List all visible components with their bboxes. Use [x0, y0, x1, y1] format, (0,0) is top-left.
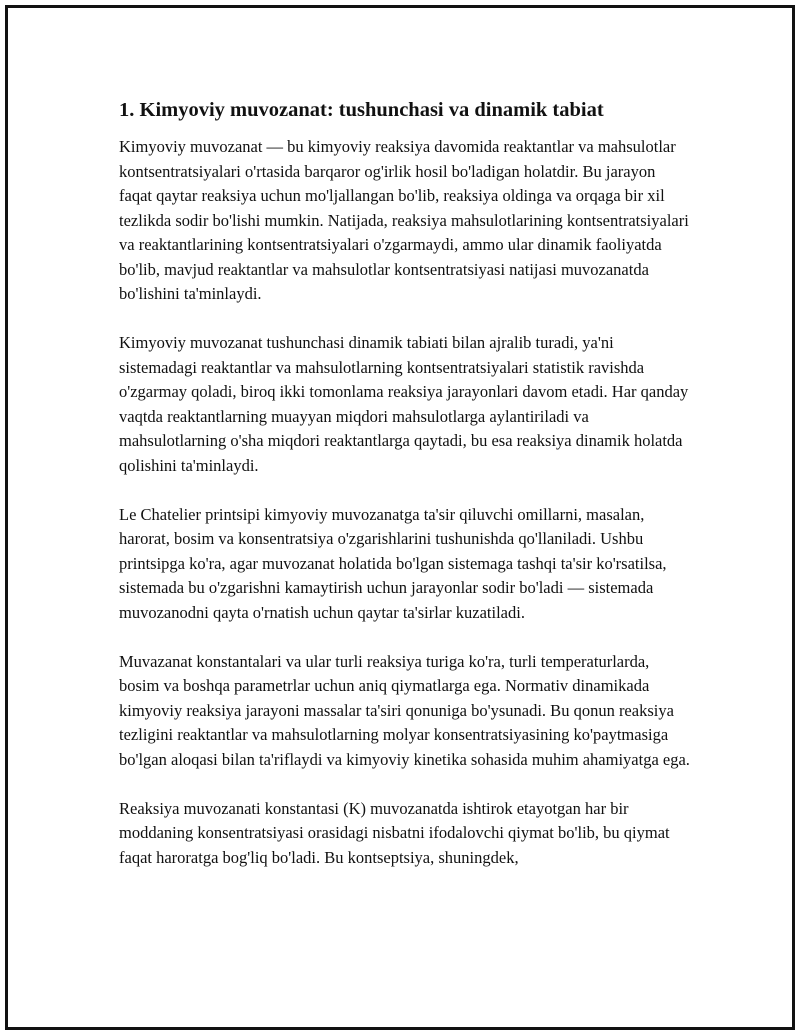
paragraph-dynamic-nature: Kimyoviy muvozanat tushunchasi dinamik tabiati bilan ajralib turadi, ya'ni sistemadagi reaktantlar va mahsulotlarning kontsentratsiyalari statistik ravishda o'zgarmay qoladi, biroq ikki tomonlama reaksiya jarayonlari davom etadi. Har qanday vaqtda reaktantlarning muayyan miqdori mahsulotlarga aylantiriladi va mahsulotlarning o'sha miqdori reaktantlarga qaytadi, bu esa reaksiya dinamik holatda qolishini ta'minlaydi. — [119, 333, 689, 475]
page-frame — [5, 5, 795, 1030]
paragraph-equilibrium-constants: Muvazanat konstantalari va ular turli reaksiya turiga ko'ra, turli temperaturlarda, bosim va boshqa parametrlar uchun aniq qiymatlarga ega. Normativ dinamikada kimyoviy reaksiya jarayoni massalar ta'siri qonuniga bo'ysunadi. Bu qonun reaksiya tezligini reaktantlar va mahsulotlarning molyar konsentratsiyasining ko'paytmasiga bo'lgan aloqasi bilan ta'riflaydi va kimyoviy kinetika sohasida muhim ahamiyatga ega. — [119, 651, 690, 769]
section-heading: 1. Kimyoviy muvozanat: tushunchasi va dinamik tabiat — [119, 99, 604, 121]
paragraph-equilibrium-definition: Kimyoviy muvozanat — bu kimyoviy reaksiya davomida reaktantlar va mahsulotlar kontsentratsiyalari o'rtasida barqaror og'irlik hosil bo'ladigan holatdir. Bu jarayon faqat qaytar reaksiya uchun mo'ljallangan bo'lib, reaksiya oldinga va orqaga bir xil tezlikda sodir bo'lishi mumkin. Natijada, reaksiya mahsulotlarining kontsentratsiyalari va reaktantlarining kontsentratsiyalari o'zgarmaydi, ammo ular dinamik faoliyatda bo'lib, mavjud reaktantlar va mahsulotlar kontsentratsiyasi natijasi muvozanatda bo'lishini ta'minlaydi. — [119, 137, 689, 303]
document-body — [119, 97, 691, 895]
paragraph-constant-k: Reaksiya muvozanati konstantasi (K) muvozanatda ishtirok etayotgan har bir moddaning konsentratsiyasi orasidagi nisbatni ifodalovchi qiymat bo'lib, bu qiymat faqat haroratga bog'liq bo'ladi. Bu kontseptsiya, shuningdek, — [119, 798, 670, 867]
paragraph-le-chatelier: Le Chatelier printsipi kimyoviy muvozanatga ta'sir qiluvchi omillarni, masalan, harorat, bosim va konsentratsiya o'zgarishlarini tushunishda qo'llaniladi. Ushbu printsipga ko'ra, agar muvozanat holatida bo'lgan sistemaga tashqi ta'sir ko'rsatilsa, sistemada bu o'zgarishni kamaytirish uchun jarayonlar sodir bo'ladi — sistemada muvozanodni qayta o'rnatish uchun qaytar ta'sirlar kuzatiladi. — [119, 504, 667, 622]
